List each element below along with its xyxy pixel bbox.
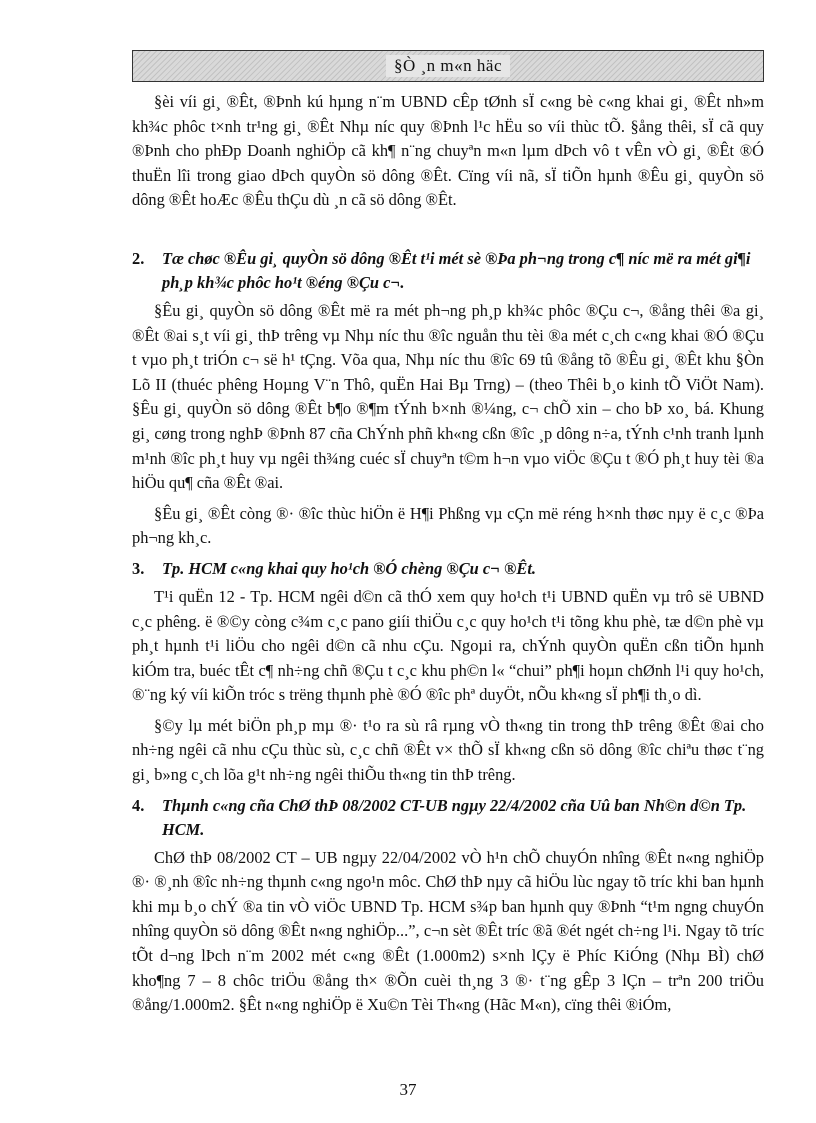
paragraph: §èi víi gi¸ ®Êt, ®Þnh kú hµng n¨m UBND cÊp tØnh sÏ c«ng bè c«ng khai gi¸ ®Êt nh»m kh¾c phôc t×nh tr¹ng gi¸ ®Êt Nhµ níc quy ®Þnh l¹c hËu so víi thùc tÕ. §ång thêi, sÏ cã quy ®Þnh cho phÐp Doanh nghiÖp cã kh¶ n¨ng chuyªn m«n lµm dÞch vô t vÊn vÒ gi¸ ®Êt ®Ó thuËn lîi trong giao dÞch quyÒn sö dông ®Êt. Cïng víi nã, sÏ tiÕn hµnh ®Êu gi¸ quyÒn sö dông ®Êt hoÆc ®Êu thÇu dù ¸n cã sö dông ®Êt.: [132, 92, 764, 210]
paragraph: §Êu gi¸ ®Êt còng ®· ®îc thùc hiÖn ë H¶i Phßng vµ cÇn më réng h×nh thøc nµy ë c¸c ®Þa ph¬ng kh¸c.: [132, 503, 764, 548]
heading-number: 4.: [132, 795, 145, 815]
paragraph: §©y lµ mét biÖn ph¸p mµ ®· t¹o ra sù râ rµng vÒ th«ng tin trong thÞ trêng ®Êt ®ai cho nh÷ng ngêi cã nhu cÇu thùc sù, c¸c chñ ®Êt v× thÕ sÏ kh«ng cßn sö dông ®îc chiªu thøc t¨ng gi¸ b»ng c¸ch lõa g¹t nh÷ng ngêi thiÕu th«ng tin thÞ trêng.: [132, 715, 764, 785]
running-header: [132, 50, 764, 82]
header-title: §Ò ¸n m«n häc: [386, 55, 510, 77]
section-heading-2: [132, 247, 764, 295]
heading-number: 2.: [132, 248, 145, 268]
heading-number: 3.: [132, 558, 145, 578]
page-number: 37: [399, 1080, 417, 1099]
heading-text: Tp. HCM c«ng khai quy ho¹ch ®Ó chèng ®Çu c¬ ®Êt.: [162, 558, 536, 578]
paragraph: T¹i quËn 12 - Tp. HCM ngêi d©n cã thÓ xem quy ho¹ch t¹i UBND quËn vµ trô së UBND c¸c phêng. ë ®©y còng c¾m c¸c pano giíi thiÖu c¸c quy ho¹ch t¹i tõng khu phè, tæ d©n phè vµ ph¸t hµnh t¹i liÖu cho ngêi d©n cã nhu cÇu. Ngoµi ra, chÝnh quyÒn quËn cßn tiÕn hµnh kiÓm tra, buéc tÊt c¶ nh÷ng chñ ®Çu t c¸c khu ph©n l« “chui” ph¶i hoµn chØnh l¹i quy ho¹ch, ®¨ng ký víi kiÕn tróc s trëng thµnh phè ®Ó ®îc phª duyÖt, nÕu kh«ng sÏ ph¶i th¸o dì.: [132, 586, 764, 705]
paragraph: ChØ thÞ 08/2002 CT – UB ngµy 22/04/2002 vÒ h¹n chÕ chuyÓn nhîng ®Êt n«ng nghiÖp ®· ®¸nh ®îc nh÷ng thµnh c«ng ngo¹n môc. ChØ thÞ nµy cã hiÖu lùc ngay tõ tríc khi ban hµnh khi mµ b¸o chÝ ®a tin vÒ viÖc UBND Tp. HCM s¾p ban hµnh quy ®Þnh “t¹m ngng chuyÓn nhîng quyÒn sö dông ®Êt n«ng nghiÖp...”, c¬n sèt ®Êt tríc ®ã ®ét ngét ch÷ng l¹i. Ngay tõ tríc tÕt d¬ng lÞch n¨m 2002 mét c«ng ®Êt (1.000m2) s×nh lÇy ë Phíc KiÓng (Nhµ BÌ) chØ kho¶ng 7 – 8 chôc triÖu ®ång th× ®Õn cuèi th¸ng 3 ®· t¨ng gÊp 3 lÇn – trªn 200 triÖu ®ång/1.000m2. §Êt n«ng nghiÖp ë Xu©n Tèi Th«ng (Hãc M«n), cïng thêi ®iÓm,: [132, 847, 764, 1015]
heading-text: Thµnh c«ng cña ChØ thÞ 08/2002 CT-UB ngµy 22/4/2002 cña Uû ban Nh©n d©n Tp. HCM.: [162, 795, 747, 839]
section-heading-3: [132, 557, 764, 581]
document-page: [132, 50, 764, 1024]
paragraph: §Êu gi¸ quyÒn sö dông ®Êt më ra mét ph¬ng ph¸p kh¾c phôc ®Çu c¬, ®ång thêi ®a gi¸ ®Êt ®ai s¸t víi gi¸ thÞ trêng vµ Nhµ níc thu ®îc nguån thu tèi ®a mét c¸ch c«ng khai ®Ó ®Çu t vµo ph¸t triÓn c¬ së h¹ tÇng. Võa qua, Nhµ níc thu ®îc 69 tû ®ång tõ ®Êu gi¸ ®Êt khu §Òn Lõ II (thuéc phêng Hoµng V¨n Thô, quËn Hai Bµ Trng) – (theo Thêi b¸o kinh tÕ ViÖt Nam). §Êu gi¸ quyÒn sö dông ®Êt b¶o ®¶m tÝnh b×nh ®¼ng, c¬ chÕ xin – cho bÞ xo¸ bá. Khung gi¸ cøng trong nghÞ ®Þnh 87 cña ChÝnh phñ kh«ng cßn ®îc ¸p dông n÷a, tÝnh c¹nh tranh lµnh m¹nh ®îc ph¸t huy vµ ngêi th¾ng cuéc sÏ chuyªn t©m h¬n vµo viÖc ®Çu t ®Ó ph¸t huy tèi ®a hiÖu qu¶ cña ®Êt ®ai.: [132, 300, 764, 493]
heading-text: Tæ chøc ®Êu gi¸ quyÒn sö dông ®Êt t¹i mét sè ®Þa ph¬ng trong c¶ níc më ra mét gi¶i ph¸p kh¾c phôc ho¹t ®éng ®Çu c¬.: [162, 248, 751, 292]
section-heading-4: [132, 794, 764, 842]
